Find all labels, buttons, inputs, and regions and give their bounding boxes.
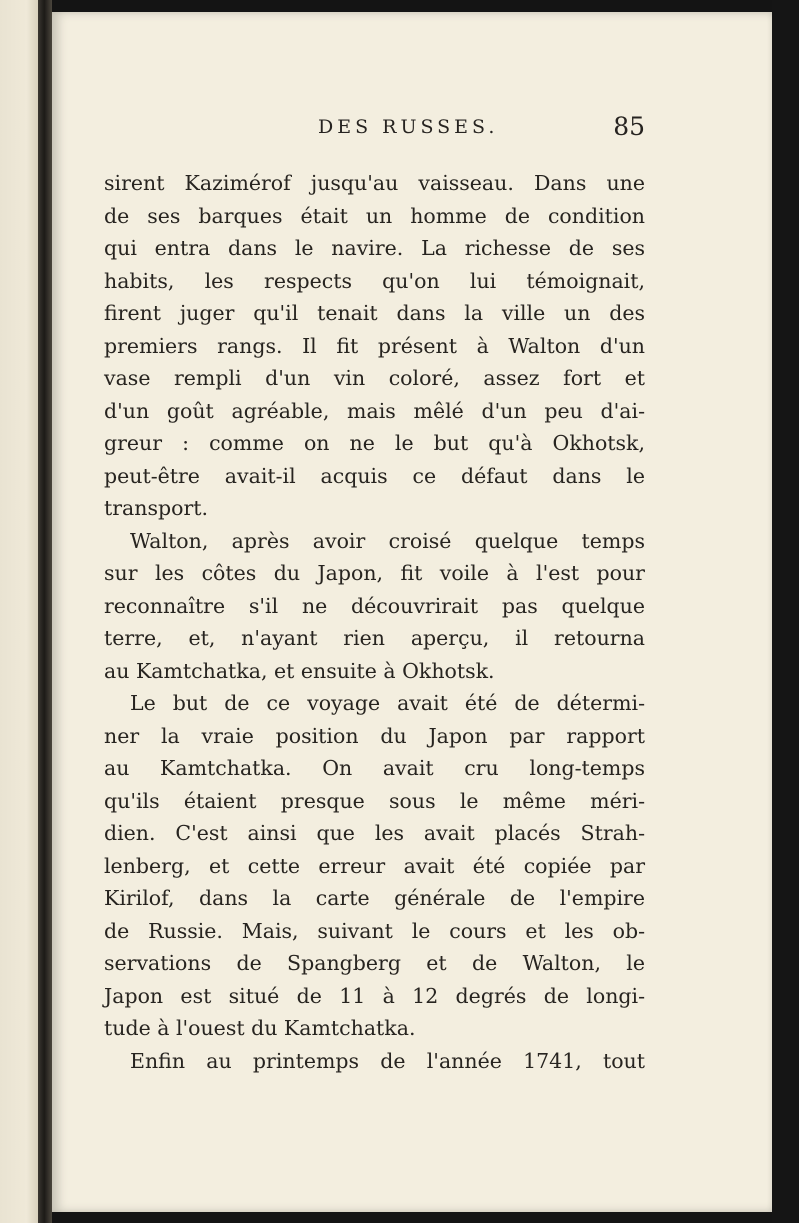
text-line: dien. C'est ainsi que les avait placés Strah-	[104, 821, 645, 845]
text-line: qu'ils étaient presque sous le même méri-	[104, 788, 645, 813]
page-header	[100, 102, 645, 142]
text-line: ner la vraie position du Japon par rapport	[104, 723, 645, 748]
text-line: d'un goût agréable, mais mêlé d'un peu d'ai-	[104, 398, 645, 423]
text-line: Japon est situé de 11 à 12 degrés de longi-	[104, 983, 645, 1008]
text-line: Kirilof, dans la carte générale de l'empire	[104, 886, 645, 910]
left-page-edge	[0, 0, 38, 1223]
text-line: terre, et, n'ayant rien aperçu, il retourna	[104, 626, 645, 650]
text-line: Enfin au printemps de l'année 1741, tout	[130, 1048, 645, 1073]
text-line: peut-être avait-il acquis ce défaut dans le	[104, 463, 645, 488]
page-number: 85	[613, 112, 645, 141]
text-line: tude à l'ouest du Kamtchatka.	[104, 1016, 416, 1040]
text-line: reconnaître s'il ne découvrirait pas quelque	[104, 593, 645, 618]
text-line: sirent Kazimérof jusqu'au vaisseau. Dans une	[104, 171, 645, 195]
text-line: transport.	[104, 496, 209, 520]
text-line: firent juger qu'il tenait dans la ville un des	[104, 301, 645, 325]
text-line: servations de Spangberg et de Walton, le	[104, 951, 645, 975]
text-line: premiers rangs. Il fit présent à Walton d'un	[104, 333, 645, 358]
book-page	[52, 12, 772, 1212]
text-line: sur les côtes du Japon, fit voile à l'est pour	[104, 561, 645, 585]
text-line: habits, les respects qu'on lui témoignait,	[104, 268, 645, 293]
text-line: Walton, après avoir croisé quelque temps	[130, 528, 645, 553]
book-gutter	[38, 0, 52, 1223]
text-line: au Kamtchatka, et ensuite à Okhotsk.	[104, 658, 495, 683]
running-head: DES RUSSES.	[318, 116, 499, 138]
body-text	[104, 167, 645, 1077]
text-line: au Kamtchatka. On avait cru long-temps	[104, 756, 645, 780]
text-line: lenberg, et cette erreur avait été copiée par	[104, 853, 645, 878]
text-line: de Russie. Mais, suivant le cours et les ob-	[104, 918, 645, 943]
text-line: de ses barques était un homme de condition	[104, 203, 645, 228]
text-line: greur : comme on ne le but qu'à Okhotsk,	[104, 431, 645, 455]
text-line: Le but de ce voyage avait été de détermi-	[130, 691, 645, 715]
text-line: qui entra dans le navire. La richesse de ses	[104, 236, 645, 260]
dark-background-edge	[772, 0, 799, 1223]
text-line: vase rempli d'un vin coloré, assez fort et	[104, 366, 645, 390]
